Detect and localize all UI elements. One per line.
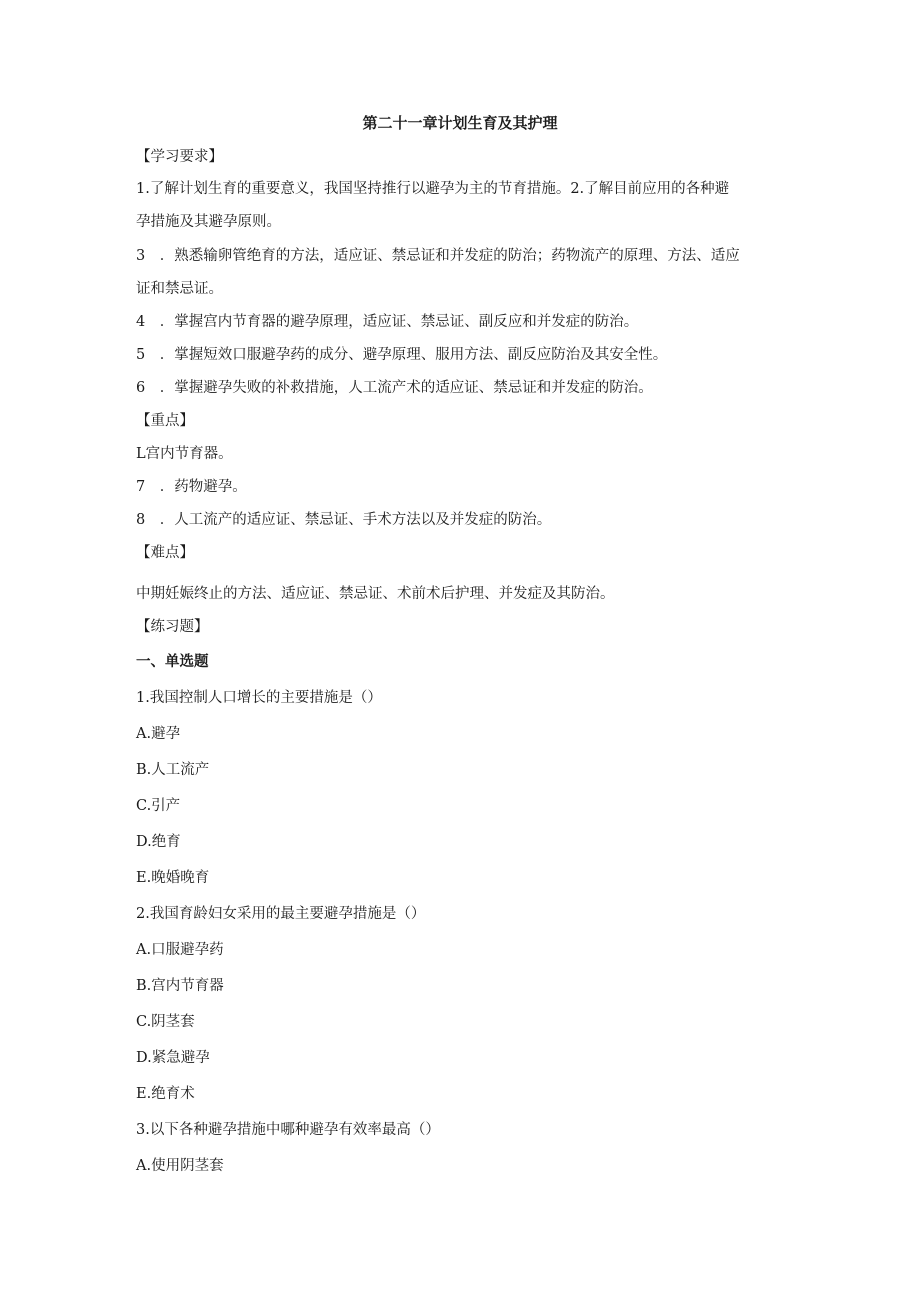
question-option: A.避孕 [136,726,181,742]
key-points-heading: 【重点】 [136,413,194,429]
question-option: C.引产 [136,798,181,814]
requirement-item: 5 ．掌握短效口服避孕药的成分、避孕原理、服用方法、副反应防治及其安全性。 [136,347,668,363]
difficulties-heading: 【难点】 [136,545,194,561]
exercises-heading: 【练习题】 [136,619,209,635]
chapter-title: 第二十一章计划生育及其护理 [362,114,558,132]
requirement-item: 6 ．掌握避孕失败的补救措施，人工流产术的适应证、禁忌证和并发症的防治。 [136,380,653,396]
requirements-heading: 【学习要求】 [136,149,223,165]
question-stem: 2.我国育龄妇女采用的最主要避孕措施是（） [136,906,426,922]
question-option: D.紧急避孕 [136,1050,210,1066]
requirement-item: 4 ．掌握宫内节育器的避孕原理，适应证、禁忌证、副反应和并发症的防治。 [136,314,639,330]
question-option: B.人工流产 [136,762,210,778]
requirement-item: 孕措施及其避孕原则。 [136,214,281,230]
question-option: C.阴茎套 [136,1014,195,1030]
key-point-item: 8 ．人工流产的适应证、禁忌证、手术方法以及并发症的防治。 [136,512,552,528]
difficulty-item: 中期妊娠终止的方法、适应证、禁忌证、术前术后护理、并发症及其防治。 [136,586,615,602]
question-option: B.宫内节育器 [136,978,224,994]
question-stem: 3.以下各种避孕措施中哪种避孕有效率最高（） [136,1122,440,1138]
question-stem: 1.我国控制人口增长的主要措施是（） [136,690,382,706]
question-option: E.晚婚晚育 [136,870,210,886]
question-option: D.绝育 [136,834,181,850]
section-title: 一、单选题 [136,654,209,670]
requirement-item: 证和禁忌证。 [136,281,223,297]
question-option: A.使用阴茎套 [136,1158,224,1174]
requirement-item: 3 ．熟悉输卵管绝育的方法，适应证、禁忌证和并发症的防治；药物流产的原理、方法、适应 [136,248,740,264]
key-point-item: 7 ．药物避孕。 [136,479,247,495]
document-body [136,142,776,1184]
requirement-item: 1.了解计划生育的重要意义，我国坚持推行以避孕为主的节育措施。2.了解目前应用的各种避 [136,181,730,197]
question-option: A.口服避孕药 [136,942,224,958]
key-point-item: L宫内节育器。 [136,446,233,462]
question-option: E.绝育术 [136,1086,195,1102]
